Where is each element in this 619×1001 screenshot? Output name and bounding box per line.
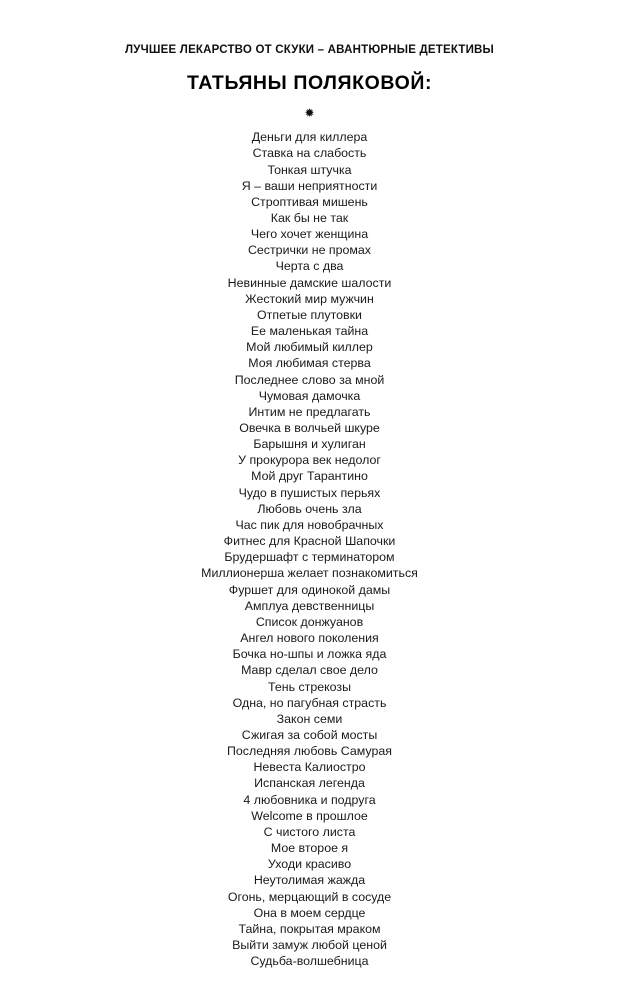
list-item: Миллионерша желает познакомиться xyxy=(201,566,418,581)
list-item: Строптивая мишень xyxy=(251,194,368,209)
list-item: Испанская легенда xyxy=(254,776,365,791)
book-title-list xyxy=(40,129,579,969)
list-item: Жестокий мир мужчин xyxy=(245,291,374,306)
list-item: 4 любовника и подруга xyxy=(243,792,376,807)
list-item: Интим не предлагать xyxy=(248,404,371,419)
list-item: Я – ваши неприятности xyxy=(241,178,378,193)
list-item: Закон семи xyxy=(276,711,343,726)
list-item: Мавр сделал свое дело xyxy=(241,663,378,678)
list-item: Выйти замуж любой ценой xyxy=(232,938,387,952)
list-item: Час пик для новобрачных xyxy=(235,517,384,532)
list-item: Сестрички не промах xyxy=(247,243,372,258)
list-item: Невеста Калиостро xyxy=(253,760,366,775)
asterisk-ornament-icon: ✹ xyxy=(304,106,315,121)
list-item: Тень стрекозы xyxy=(267,679,352,694)
list-item: Ее маленькая тайна xyxy=(250,324,369,339)
list-item: Неутолимая жажда xyxy=(253,873,366,888)
list-item: У прокурора век недолог xyxy=(238,453,381,468)
list-item: Черта с два xyxy=(275,259,344,274)
list-item: Деньги для киллера xyxy=(251,130,368,145)
list-item: Ставка на слабость xyxy=(252,146,367,161)
list-item: Судьба-волшебница xyxy=(250,954,369,969)
list-item: Невинные дамские шалости xyxy=(227,275,392,290)
list-item: Мой любимый киллер xyxy=(246,340,373,355)
list-item: С чистого листа xyxy=(263,824,356,839)
list-item: Фитнес для Красной Шапочки xyxy=(223,534,396,549)
list-item: Моя любимая стерва xyxy=(248,356,371,371)
list-item: Одна, но пагубная страсть xyxy=(232,695,387,710)
list-item: Чего хочет женщина xyxy=(250,227,369,242)
list-item: Тайна, покрытая мраком xyxy=(238,921,381,936)
list-item: Амплуа девственницы xyxy=(244,598,375,613)
list-item: Как бы не так xyxy=(270,210,349,225)
list-item: Сжигая за собой мосты xyxy=(241,727,378,742)
list-item: Чумовая дамочка xyxy=(258,388,361,403)
list-item: Последняя любовь Самурая xyxy=(227,744,392,759)
list-item: Брудершафт с терминатором xyxy=(224,550,395,565)
list-item: Мое второе я xyxy=(270,841,349,856)
list-item: Любовь очень зла xyxy=(257,501,362,516)
list-item: Тонкая штучка xyxy=(267,162,352,177)
list-item: Она в моем сердце xyxy=(253,905,366,920)
list-item: Ангел нового поколения xyxy=(240,631,379,646)
list-item: Уходи красиво xyxy=(267,857,352,872)
list-item: Мой друг Тарантино xyxy=(251,469,368,484)
list-item: Отпетые плутовки xyxy=(257,307,362,322)
list-item: Огонь, мерцающий в сосуде xyxy=(227,889,392,904)
page-headline-top: ЛУЧШЕЕ ЛЕКАРСТВО ОТ СКУКИ – АВАНТЮРНЫЕ ДЕТЕКТИВЫ xyxy=(125,44,494,56)
list-item: Фуршет для одинокой дамы xyxy=(228,582,391,597)
list-item: Чудо в пушистых перьях xyxy=(238,485,381,500)
page-headline-author: ТАТЬЯНЫ ПОЛЯКОВОЙ: xyxy=(186,71,433,94)
list-item: Welcome в прошлое xyxy=(251,808,368,823)
list-item: Барышня и хулиган xyxy=(253,437,366,452)
list-item: Бочка но-шпы и ложка яда xyxy=(232,647,387,662)
list-item: Овечка в волчьей шкуре xyxy=(239,421,380,435)
list-item: Последнее слово за мной xyxy=(234,372,385,387)
list-item: Список донжуанов xyxy=(255,614,364,629)
